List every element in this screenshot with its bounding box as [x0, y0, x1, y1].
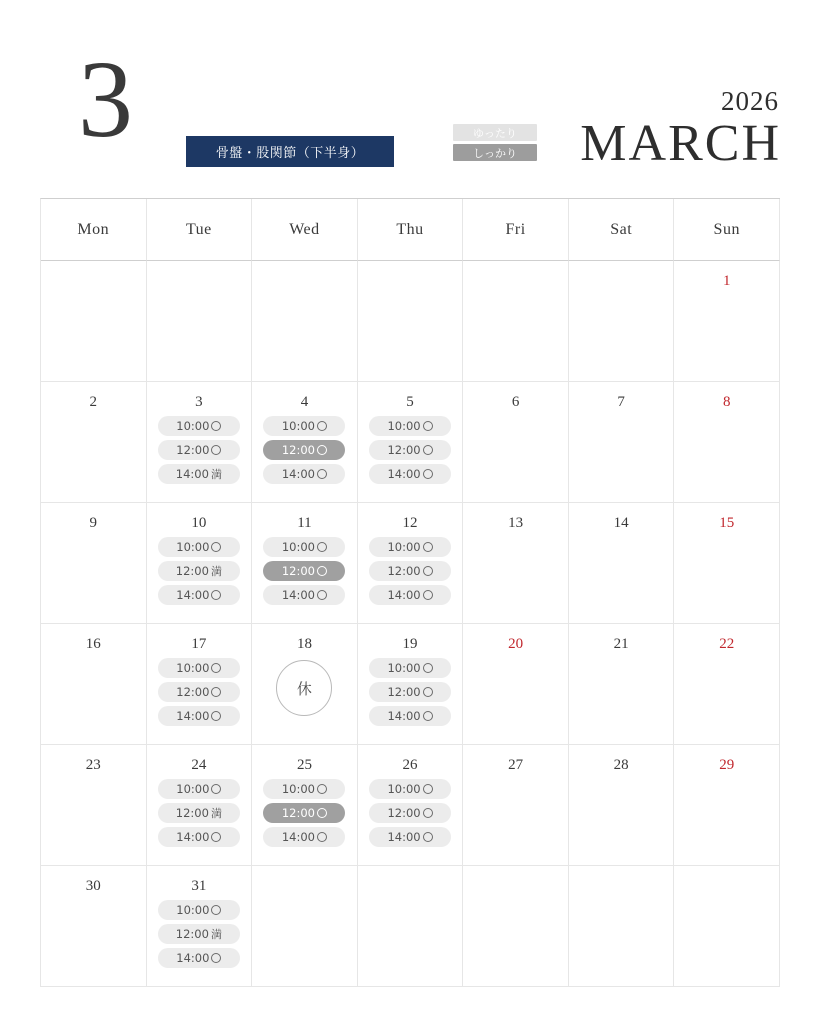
calendar-day-cell[interactable]	[674, 503, 780, 624]
slot-available-circle-icon	[317, 445, 327, 455]
reservation-slot[interactable]	[158, 827, 240, 847]
slot-time: 10:00	[176, 661, 210, 675]
year-label: 2026	[721, 86, 779, 116]
slot-time: 14:00	[387, 467, 421, 481]
calendar-day-cell[interactable]	[252, 624, 358, 745]
slot-time: 14:00	[387, 709, 421, 723]
calendar-day-cell	[569, 261, 675, 382]
calendar-day-cell[interactable]	[147, 624, 253, 745]
calendar-day-cell[interactable]	[674, 745, 780, 866]
day-number: 6	[511, 394, 520, 410]
calendar-day-cell[interactable]	[674, 261, 780, 382]
slot-full-mark: 満	[210, 565, 222, 578]
slot-available-circle-icon	[211, 687, 221, 697]
calendar-week-row	[41, 503, 780, 624]
weekday-header-cell	[147, 199, 253, 261]
slot-time: 12:00	[175, 806, 209, 820]
calendar-day-cell[interactable]	[569, 624, 675, 745]
reservation-slot[interactable]	[158, 706, 240, 726]
slot-time: 14:00	[387, 830, 421, 844]
reservation-slot[interactable]	[369, 706, 451, 726]
reservation-slot[interactable]	[263, 537, 345, 557]
day-number	[252, 271, 357, 291]
slot-full-mark: 満	[210, 468, 222, 481]
weekday-header-cell	[252, 199, 358, 261]
reservation-slot-list	[358, 416, 463, 484]
reservation-slot-list	[358, 779, 463, 847]
slot-time: 10:00	[281, 540, 316, 554]
day-number: 3	[195, 394, 203, 410]
calendar-day-cell[interactable]	[463, 503, 569, 624]
day-number: 19	[402, 636, 418, 652]
month-name: MARCH	[580, 115, 781, 172]
weekday-header-cell	[463, 199, 569, 261]
calendar-day-cell[interactable]	[358, 745, 464, 866]
calendar-day-cell[interactable]	[569, 745, 675, 866]
reservation-slot[interactable]	[263, 464, 345, 484]
day-number: 12	[402, 515, 418, 531]
day-number: 4	[300, 394, 309, 410]
calendar-week-row	[41, 382, 780, 503]
calendar-day-cell[interactable]	[358, 624, 464, 745]
day-number: 5	[406, 394, 414, 410]
intensity-legend	[453, 124, 537, 164]
slot-available-circle-icon	[317, 421, 327, 431]
slot-available-circle-icon	[423, 542, 433, 552]
slot-time: 10:00	[387, 782, 421, 796]
slot-available-circle-icon	[317, 784, 327, 794]
day-number	[463, 271, 568, 291]
day-number: 29	[719, 757, 735, 773]
calendar-day-cell	[674, 866, 780, 987]
slot-time: 10:00	[281, 782, 316, 796]
slot-full-mark: 満	[210, 807, 222, 820]
reservation-slot[interactable]	[158, 779, 240, 799]
day-number: 10	[191, 515, 207, 531]
reservation-slot-list	[147, 416, 252, 484]
slot-time: 14:00	[281, 588, 316, 602]
slot-available-circle-icon	[211, 421, 221, 431]
reservation-slot[interactable]	[263, 803, 345, 823]
calendar-day-cell	[41, 261, 147, 382]
calendar-day-cell[interactable]	[147, 866, 253, 987]
slot-time: 12:00	[175, 927, 209, 941]
day-number: 24	[191, 757, 207, 773]
day-number	[569, 876, 674, 896]
slot-time: 12:00	[175, 564, 209, 578]
calendar-day-cell[interactable]	[463, 382, 569, 503]
day-number	[674, 876, 779, 896]
reservation-slot[interactable]	[158, 803, 240, 823]
day-number: 1	[723, 273, 731, 289]
reservation-slot[interactable]	[263, 416, 345, 436]
slot-time: 14:00	[176, 951, 210, 965]
reservation-slot[interactable]	[369, 658, 451, 678]
day-number	[463, 876, 568, 896]
calendar-day-cell[interactable]	[358, 382, 464, 503]
day-number	[147, 271, 252, 291]
calendar-day-cell[interactable]	[674, 382, 780, 503]
calendar-day-cell[interactable]	[147, 382, 253, 503]
day-number: 7	[617, 394, 625, 410]
reservation-slot[interactable]	[158, 561, 240, 581]
calendar-day-cell[interactable]	[41, 503, 147, 624]
reservation-slot[interactable]	[369, 585, 451, 605]
reservation-slot[interactable]	[158, 924, 240, 944]
day-number: 14	[613, 515, 629, 531]
closed-day-badge: 休	[276, 660, 332, 716]
reservation-slot[interactable]	[263, 827, 345, 847]
slot-available-circle-icon	[211, 953, 221, 963]
slot-time: 12:00	[387, 564, 421, 578]
slot-time: 14:00	[175, 467, 209, 481]
calendar-header	[0, 0, 819, 190]
calendar-day-cell[interactable]	[674, 624, 780, 745]
slot-available-circle-icon	[423, 687, 433, 697]
slot-time: 14:00	[281, 467, 316, 481]
slot-available-circle-icon	[211, 542, 221, 552]
slot-time: 12:00	[176, 685, 210, 699]
reservation-slot-list	[358, 658, 463, 726]
day-number: 30	[85, 878, 101, 894]
reservation-slot-list	[252, 416, 357, 484]
day-number: 9	[89, 515, 98, 531]
slot-time: 12:00	[387, 806, 421, 820]
reservation-slot[interactable]	[369, 682, 451, 702]
weekday-label: Sun	[713, 220, 740, 238]
calendar-day-cell[interactable]	[41, 382, 147, 503]
day-number: 20	[508, 636, 524, 652]
category-badge: 骨盤・股関節（下半身）	[186, 136, 394, 167]
slot-time: 10:00	[176, 782, 210, 796]
calendar-day-cell	[463, 866, 569, 987]
reservation-slot[interactable]	[369, 464, 451, 484]
slot-time: 12:00	[281, 443, 316, 457]
reservation-slot-list	[147, 779, 252, 847]
reservation-slot[interactable]	[263, 440, 345, 460]
day-number: 2	[89, 394, 98, 410]
day-number	[252, 876, 357, 896]
day-number: 8	[723, 394, 731, 410]
calendar-day-cell[interactable]	[463, 624, 569, 745]
calendar-day-cell[interactable]	[569, 503, 675, 624]
day-number: 13	[508, 515, 524, 531]
day-number: 25	[296, 757, 312, 773]
calendar-day-cell[interactable]	[252, 745, 358, 866]
slot-time: 10:00	[176, 419, 210, 433]
day-number	[358, 271, 463, 291]
day-number	[569, 271, 674, 291]
slot-time: 12:00	[387, 685, 421, 699]
reservation-slot[interactable]	[158, 585, 240, 605]
day-number: 16	[85, 636, 101, 652]
reservation-slot[interactable]	[158, 416, 240, 436]
reservation-slot[interactable]	[158, 948, 240, 968]
reservation-slot[interactable]	[369, 827, 451, 847]
reservation-slot[interactable]	[158, 537, 240, 557]
slot-available-circle-icon	[317, 542, 327, 552]
reservation-slot-list	[147, 537, 252, 605]
reservation-slot[interactable]	[158, 682, 240, 702]
slot-available-circle-icon	[423, 711, 433, 721]
intensity-chip-light: ゆったり	[453, 124, 537, 141]
slot-available-circle-icon	[317, 469, 327, 479]
calendar-day-cell[interactable]	[41, 624, 147, 745]
slot-available-circle-icon	[423, 421, 433, 431]
slot-time: 14:00	[176, 830, 210, 844]
slot-time: 14:00	[176, 588, 210, 602]
reservation-slot-list	[252, 779, 357, 847]
slot-available-circle-icon	[423, 663, 433, 673]
calendar-day-cell[interactable]	[147, 745, 253, 866]
slot-available-circle-icon	[317, 832, 327, 842]
weekday-header-cell	[674, 199, 780, 261]
day-number: 17	[191, 636, 207, 652]
slot-available-circle-icon	[211, 663, 221, 673]
calendar-day-cell[interactable]	[41, 745, 147, 866]
reservation-slot[interactable]	[158, 440, 240, 460]
calendar-day-cell	[463, 261, 569, 382]
day-number: 15	[719, 515, 735, 531]
slot-full-mark: 満	[210, 928, 222, 941]
slot-time: 14:00	[387, 588, 421, 602]
reservation-slot[interactable]	[158, 900, 240, 920]
slot-time: 10:00	[176, 540, 210, 554]
calendar-day-cell	[569, 866, 675, 987]
slot-available-circle-icon	[211, 905, 221, 915]
reservation-slot-list	[147, 900, 252, 968]
calendar-day-cell	[252, 866, 358, 987]
weekday-label: Tue	[185, 220, 212, 238]
calendar-day-cell	[147, 261, 253, 382]
slot-available-circle-icon	[317, 566, 327, 576]
slot-available-circle-icon	[211, 590, 221, 600]
slot-time: 14:00	[176, 709, 210, 723]
reservation-slot[interactable]	[369, 537, 451, 557]
calendar-day-cell[interactable]	[463, 745, 569, 866]
reservation-slot[interactable]	[369, 416, 451, 436]
slot-time: 12:00	[281, 564, 316, 578]
slot-time: 12:00	[387, 443, 421, 457]
weekday-header-cell	[569, 199, 675, 261]
calendar-day-cell[interactable]	[252, 382, 358, 503]
day-number: 26	[402, 757, 418, 773]
calendar-week-row	[41, 624, 780, 745]
calendar-day-cell[interactable]	[147, 503, 253, 624]
weekday-label: Thu	[396, 220, 424, 238]
reservation-slot[interactable]	[369, 779, 451, 799]
slot-available-circle-icon	[423, 469, 433, 479]
slot-available-circle-icon	[317, 808, 327, 818]
reservation-slot[interactable]	[158, 464, 240, 484]
weekday-label: Mon	[77, 220, 110, 238]
reservation-slot[interactable]	[369, 803, 451, 823]
slot-available-circle-icon	[423, 590, 433, 600]
day-number: 11	[297, 515, 312, 531]
slot-available-circle-icon	[423, 566, 433, 576]
weekday-label: Wed	[289, 220, 320, 238]
slot-time: 10:00	[176, 903, 210, 917]
slot-time: 10:00	[387, 661, 421, 675]
calendar-week-row	[41, 745, 780, 866]
slot-time: 12:00	[176, 443, 210, 457]
reservation-slot[interactable]	[369, 440, 451, 460]
slot-available-circle-icon	[317, 590, 327, 600]
reservation-slot[interactable]	[263, 779, 345, 799]
weekday-header-cell	[41, 199, 147, 261]
weekday-label: Fri	[505, 220, 526, 238]
day-number: 22	[719, 636, 735, 652]
slot-time: 12:00	[281, 806, 316, 820]
calendar-grid	[40, 198, 780, 987]
day-number: 21	[613, 636, 629, 652]
slot-time: 10:00	[387, 419, 421, 433]
slot-available-circle-icon	[211, 784, 221, 794]
day-number: 31	[191, 878, 207, 894]
slot-time: 10:00	[281, 419, 316, 433]
calendar-day-cell[interactable]	[41, 866, 147, 987]
day-number	[41, 271, 146, 291]
slot-available-circle-icon	[423, 832, 433, 842]
slot-available-circle-icon	[211, 445, 221, 455]
reservation-slot[interactable]	[369, 561, 451, 581]
reservation-slot[interactable]	[263, 561, 345, 581]
calendar-week-row	[41, 866, 780, 987]
calendar-week-row	[41, 261, 780, 382]
day-number: 18	[296, 636, 312, 652]
day-number: 23	[85, 757, 101, 773]
reservation-slot-list	[147, 658, 252, 726]
day-number	[358, 876, 463, 896]
slot-available-circle-icon	[423, 808, 433, 818]
weekday-header-cell	[358, 199, 464, 261]
reservation-slot[interactable]	[263, 585, 345, 605]
weekday-header-row	[41, 199, 780, 261]
reservation-slot[interactable]	[158, 658, 240, 678]
calendar-day-cell[interactable]	[569, 382, 675, 503]
calendar-day-cell	[358, 261, 464, 382]
intensity-chip-strong: しっかり	[453, 144, 537, 161]
calendar-day-cell[interactable]	[252, 503, 358, 624]
day-number: 27	[508, 757, 524, 773]
slot-time: 14:00	[281, 830, 316, 844]
slot-available-circle-icon	[211, 832, 221, 842]
reservation-slot-list	[358, 537, 463, 605]
calendar-day-cell	[252, 261, 358, 382]
slot-available-circle-icon	[211, 711, 221, 721]
weekday-label: Sat	[610, 220, 633, 238]
slot-available-circle-icon	[423, 784, 433, 794]
slot-available-circle-icon	[423, 445, 433, 455]
month-numeral: 3	[78, 38, 133, 160]
slot-time: 10:00	[387, 540, 421, 554]
day-number: 28	[613, 757, 629, 773]
reservation-slot-list	[252, 537, 357, 605]
calendar-day-cell[interactable]	[358, 503, 464, 624]
calendar-day-cell	[358, 866, 464, 987]
